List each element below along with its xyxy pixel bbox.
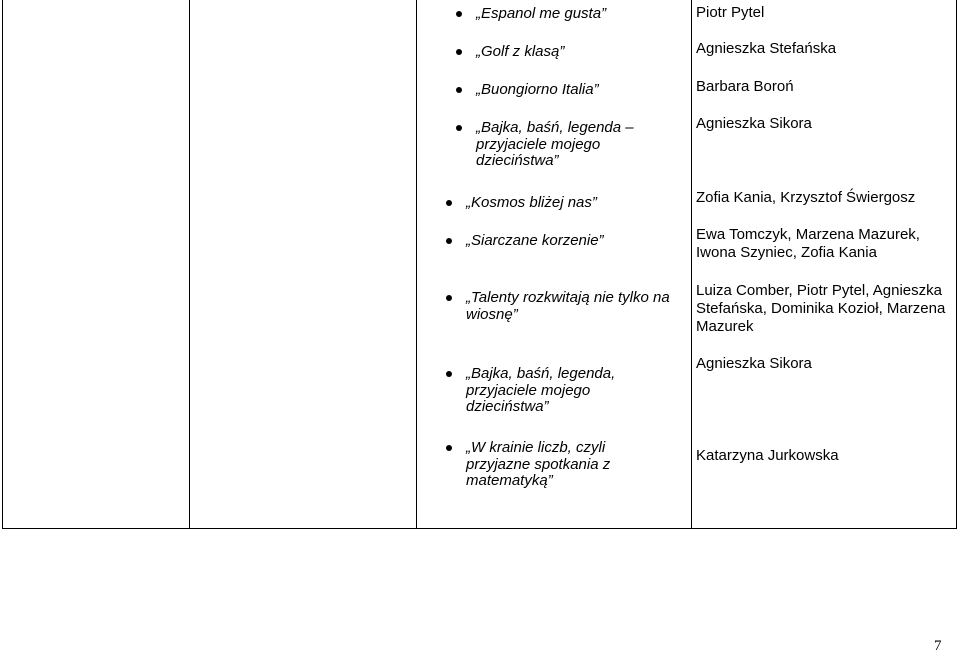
program-item: „Buongiorno Italia” xyxy=(456,82,691,99)
bullet-icon xyxy=(456,125,462,131)
program-item: „Golf z klasą” xyxy=(456,44,691,61)
bullet-icon xyxy=(456,49,462,55)
program-item: „Espanol me gusta” xyxy=(456,6,691,23)
bullet-icon xyxy=(456,87,462,93)
leader-name: Zofia Kania, Krzysztof Świergosz xyxy=(696,189,916,206)
program-item: „Siarczane korzenie” xyxy=(446,233,681,250)
bullet-icon xyxy=(446,371,452,377)
leader-name: Agnieszka Sikora xyxy=(696,115,812,132)
bullet-icon xyxy=(446,200,452,206)
leader-name: Agnieszka Stefańska xyxy=(696,40,837,57)
page-number: 7 xyxy=(934,638,942,654)
bullet-icon xyxy=(446,238,452,244)
bullet-icon xyxy=(456,11,462,17)
program-item: „Bajka, baśń, legenda, przyjaciele mojego dzieciństwa” xyxy=(446,366,651,416)
leader-name: Luiza Comber, Piotr Pytel, Agnieszka Stefańska, Dominika Kozioł, Marzena Mazurek xyxy=(696,282,946,335)
bullet-icon xyxy=(446,295,452,301)
leader-name: Barbara Boroń xyxy=(696,78,794,95)
leader-name: Katarzyna Jurkowska xyxy=(696,447,839,464)
program-item: „Talenty rozkwitają nie tylko na wiosnę” xyxy=(446,290,676,323)
leader-name: Ewa Tomczyk, Marzena Mazurek, Iwona Szyniec, Zofia Kania xyxy=(696,226,920,261)
program-item: „W krainie liczb, czyli przyjazne spotkania z matematyką” xyxy=(446,440,656,490)
bullet-icon xyxy=(446,445,452,451)
column-divider-2 xyxy=(416,0,417,529)
leader-name: Piotr Pytel xyxy=(696,4,765,21)
leader-name: Agnieszka Sikora xyxy=(696,355,812,372)
column-divider-1 xyxy=(189,0,190,529)
program-item: „Bajka, baśń, legenda – przyjaciele mojego dzieciństwa” xyxy=(456,120,681,170)
program-item: „Kosmos bliżej nas” xyxy=(446,195,681,212)
column-divider-3 xyxy=(691,0,692,529)
